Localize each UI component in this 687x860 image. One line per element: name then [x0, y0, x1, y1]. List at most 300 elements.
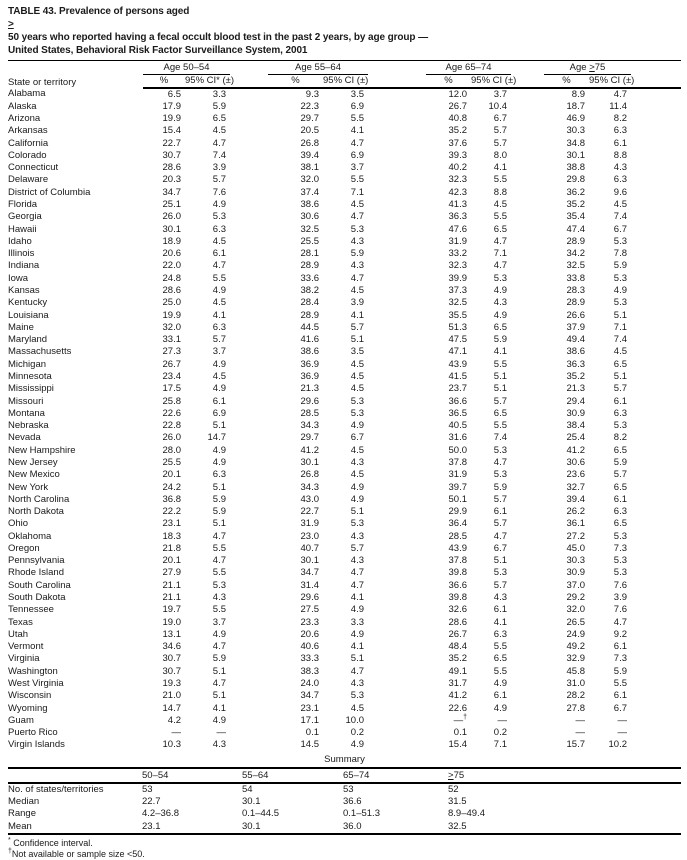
spacer-cell [230, 420, 268, 432]
ci-cell: 4.5 [350, 370, 364, 382]
pct-cell: 23.4 [162, 370, 181, 382]
ci-cell: 7.1 [493, 248, 507, 260]
ci-cell: 6.1 [613, 395, 627, 407]
ci-cell: 6.1 [493, 506, 507, 518]
spacer-cell [230, 138, 268, 150]
pct-cell: 22.2 [162, 506, 181, 518]
pct-cell: 37.8 [448, 456, 467, 468]
pct-cell: 0.1 [305, 727, 319, 739]
spacer-cell [230, 739, 268, 751]
pct-cell: 26.0 [162, 432, 181, 444]
table-row [8, 371, 681, 383]
state-rows [8, 88, 681, 752]
ci-cell: 3.7 [493, 88, 507, 100]
spacer-cell [511, 371, 544, 383]
spacer-cell [368, 138, 426, 150]
pct-cell: 30.7 [162, 665, 181, 677]
table-title-line2: United States, Behavioral Risk Factor Surveillance System, 2001 [8, 45, 308, 56]
table-row [8, 482, 681, 494]
pct-cell: 39.8 [448, 567, 467, 579]
summary-row [8, 783, 681, 796]
pct-cell: 41.5 [448, 370, 467, 382]
ci-cell: 5.3 [493, 469, 507, 481]
state-cell: Delaware [8, 174, 49, 186]
ci-cell: 9.6 [613, 186, 627, 198]
pct-cell: 32.0 [566, 604, 585, 616]
spacer-cell [368, 690, 426, 702]
spacer-cell [511, 396, 544, 408]
spacer-cell [368, 346, 426, 358]
spacer-cell [230, 273, 268, 285]
ci-cell: 4.1 [493, 162, 507, 174]
spacer-cell [368, 666, 426, 678]
ci-cell: 3.3 [350, 616, 364, 628]
spacer-cell [631, 445, 681, 457]
spacer-cell [631, 75, 681, 88]
pct-cell: 36.3 [566, 358, 585, 370]
pct-cell: 44.5 [300, 321, 319, 333]
ci-cell: 4.7 [493, 530, 507, 542]
ci-cell: 4.3 [212, 592, 226, 604]
pct-cell: 22.6 [162, 407, 181, 419]
pct-cell: 27.2 [566, 530, 585, 542]
table-row [8, 248, 681, 260]
state-cell: Utah [8, 628, 29, 640]
ci-cell: 6.7 [493, 113, 507, 125]
pct-cell: 45.0 [566, 542, 585, 554]
ci-cell: 5.3 [613, 272, 627, 284]
ci-cell: 5.1 [212, 420, 226, 432]
ci-cell: 5.9 [350, 248, 364, 260]
pct-cell: 21.1 [162, 579, 181, 591]
pct-cell: 24.8 [162, 272, 181, 284]
ci-cell: — [617, 727, 627, 739]
spacer-cell [230, 408, 268, 420]
pct-cell: 32.5 [448, 297, 467, 309]
ci-cell: 6.9 [212, 407, 226, 419]
ci-cell: 4.7 [613, 616, 627, 628]
spacer-cell [230, 457, 268, 469]
state-cell: Virgin Islands [8, 739, 65, 751]
spacer-cell [230, 310, 268, 322]
table-row [8, 457, 681, 469]
pct-cell: 28.0 [162, 444, 181, 456]
ci-cell: 6.7 [613, 223, 627, 235]
spacer-cell [368, 187, 426, 199]
pct-cell: 41.2 [300, 444, 319, 456]
spacer-cell [230, 199, 268, 211]
spacer-cell [631, 482, 681, 494]
ci-cell: 7.4 [613, 211, 627, 223]
table-row [8, 653, 681, 665]
pct-cell: 29.6 [300, 592, 319, 604]
col-header-ci-4: 95% CI (±) [589, 74, 635, 86]
state-cell: New Jersey [8, 456, 58, 468]
ci-cell: 5.5 [493, 358, 507, 370]
spacer-cell [511, 739, 544, 751]
state-cell: Kansas [8, 285, 40, 296]
spacer-cell [230, 690, 268, 702]
pct-cell: — [575, 727, 585, 739]
state-cell: Massachusetts [8, 346, 72, 358]
pct-cell: 30.6 [300, 211, 319, 223]
pct-cell: 39.4 [300, 149, 319, 161]
state-cell: South Carolina [8, 579, 71, 591]
table-row [8, 604, 681, 616]
pct-cell: 33.8 [566, 272, 585, 284]
pct-cell: 38.6 [566, 346, 585, 358]
spacer-cell [230, 297, 268, 309]
ci-cell: 11.4 [609, 100, 627, 112]
group-label: Age >75 [544, 62, 631, 75]
ci-cell: 5.5 [350, 174, 364, 186]
state-cell: Wisconsin [8, 690, 52, 702]
spacer-cell [631, 310, 681, 322]
summary-value-cell: 4.2–36.8 [142, 808, 179, 820]
spacer-cell [230, 653, 268, 665]
spacer-cell [511, 518, 544, 530]
ci-cell: 4.9 [493, 678, 507, 689]
ci-cell: 10.0 [345, 714, 364, 726]
state-cell: Maryland [8, 334, 48, 346]
pct-cell: 26.5 [566, 616, 585, 628]
pct-cell: 27.3 [162, 346, 181, 358]
spacer-cell [511, 604, 544, 616]
pct-cell: 29.6 [300, 395, 319, 407]
spacer-cell [368, 273, 426, 285]
spacer-cell [631, 653, 681, 665]
ci-cell: 6.1 [613, 641, 627, 653]
ci-cell: 5.7 [493, 125, 507, 137]
pct-cell: 20.3 [162, 174, 181, 186]
ci-cell: 10.4 [488, 100, 507, 112]
spacer-cell [230, 125, 268, 137]
pct-cell: 29.2 [566, 592, 585, 604]
spacer-cell [511, 641, 544, 653]
pct-cell: 32.0 [300, 174, 319, 186]
spacer-cell [631, 396, 681, 408]
pct-cell: 24.9 [566, 628, 585, 640]
spacer-cell [368, 236, 426, 248]
pct-cell: 25.0 [162, 297, 181, 309]
pct-cell: 30.3 [566, 555, 585, 567]
table-row [8, 297, 681, 309]
pct-cell: 36.1 [566, 518, 585, 530]
table-row [8, 273, 681, 285]
spacer-cell [368, 555, 426, 567]
pct-cell: 37.6 [448, 137, 467, 149]
table-row [8, 408, 681, 420]
pct-cell: 10.3 [162, 739, 181, 751]
spacer-cell [368, 531, 426, 543]
ci-cell: 5.1 [350, 653, 364, 665]
spacer-cell [631, 543, 681, 555]
ci-cell: 5.3 [613, 420, 627, 432]
spacer-cell [511, 248, 544, 260]
state-cell: Tennessee [8, 604, 54, 616]
spacer-cell [631, 641, 681, 653]
state-cell: Oregon [8, 542, 40, 554]
table-row [8, 567, 681, 579]
state-cell: Puerto Rico [8, 727, 58, 739]
state-cell: Virginia [8, 653, 40, 665]
pct-cell: 26.8 [300, 469, 319, 481]
summary-value-cell: 53 [142, 783, 153, 795]
pct-cell: 31.0 [566, 678, 585, 689]
spacer-cell [511, 88, 544, 101]
spacer-cell [631, 703, 681, 715]
spacer-cell [230, 248, 268, 260]
pct-cell: 17.9 [162, 100, 181, 112]
spacer-cell [631, 260, 681, 272]
spacer-cell [230, 727, 268, 739]
spacer-cell [511, 666, 544, 678]
table-row [8, 580, 681, 592]
table-row [8, 187, 681, 199]
spacer-cell [511, 690, 544, 702]
state-cell: Wyoming [8, 702, 48, 714]
spacer-cell [511, 653, 544, 665]
pct-cell: 30.9 [566, 407, 585, 419]
pct-cell: 41.2 [448, 690, 467, 702]
ci-cell: 7.1 [613, 321, 627, 333]
pct-cell: 28.9 [566, 297, 585, 309]
ci-cell: 4.7 [493, 235, 507, 247]
spacer-cell [368, 322, 426, 334]
ci-cell: 4.7 [350, 665, 364, 677]
spacer-cell [511, 457, 544, 469]
spacer-cell [230, 236, 268, 248]
table-row [8, 334, 681, 346]
ci-cell: 4.1 [350, 641, 364, 653]
col-group-age-75plus [544, 61, 631, 75]
pct-cell: 22.6 [448, 702, 467, 714]
ci-cell: 4.9 [350, 481, 364, 493]
spacer-cell [368, 199, 426, 211]
ci-cell: 6.1 [613, 690, 627, 702]
pct-cell: 18.9 [162, 235, 181, 247]
spacer-cell [368, 580, 426, 592]
pct-cell: 47.6 [448, 223, 467, 235]
spacer-cell [511, 543, 544, 555]
table-row [8, 678, 681, 690]
pct-cell: 26.7 [162, 358, 181, 370]
table-row [8, 260, 681, 272]
ci-cell: 4.1 [350, 125, 364, 137]
footnote-marker: * [8, 836, 11, 844]
col-header-pct-4: % [544, 75, 589, 88]
ci-cell: 4.1 [350, 592, 364, 604]
pct-cell: 35.2 [448, 125, 467, 137]
pct-cell: — [575, 714, 585, 726]
pct-cell: 20.5 [300, 125, 319, 137]
summary-value-cell: 30.1 [242, 795, 261, 807]
ci-cell: 0.2 [493, 727, 507, 739]
ci-cell: 5.7 [350, 321, 364, 333]
spacer-cell [230, 260, 268, 272]
ci-cell: 4.7 [212, 260, 226, 272]
pct-cell: 14.7 [162, 702, 181, 714]
ci-cell: — [617, 714, 627, 726]
ci-cell: 6.1 [212, 248, 226, 260]
ci-cell: 5.7 [212, 174, 226, 186]
ci-cell: 5.3 [613, 530, 627, 542]
spacer-cell [230, 567, 268, 579]
ci-cell: 4.3 [493, 592, 507, 604]
table-row [8, 359, 681, 371]
spacer-cell [511, 727, 544, 739]
pct-cell: 38.8 [566, 162, 585, 174]
spacer-cell [368, 543, 426, 555]
pct-cell: 17.5 [162, 383, 181, 395]
spacer-cell [230, 150, 268, 162]
ci-cell: 6.7 [350, 432, 364, 444]
state-cell: Kentucky [8, 297, 48, 309]
ci-cell: 4.9 [212, 714, 226, 726]
summary-value-cell: 32.5 [448, 820, 467, 832]
spacer-cell [631, 739, 681, 751]
table-row [8, 224, 681, 236]
table-row [8, 666, 681, 678]
summary-header-row [8, 769, 681, 783]
state-cell: Florida [8, 199, 38, 211]
ci-cell: 4.7 [212, 641, 226, 653]
ci-cell: 5.7 [493, 137, 507, 149]
ci-cell: 5.9 [493, 481, 507, 493]
ci-cell: 3.9 [613, 592, 627, 604]
ci-cell: 6.9 [350, 100, 364, 112]
spacer-cell [368, 592, 426, 604]
ci-cell: 6.1 [493, 604, 507, 616]
summary-value-cell: 52 [448, 783, 459, 795]
spacer-cell [511, 125, 544, 137]
col-group-age-55-64 [268, 61, 368, 75]
table-row [8, 113, 681, 125]
spacer-cell [511, 703, 544, 715]
pct-cell: 25.4 [566, 432, 585, 444]
ci-cell: 0.2 [350, 727, 364, 739]
spacer-cell [631, 469, 681, 481]
spacer-cell [511, 236, 544, 248]
spacer-cell [631, 273, 681, 285]
table-row [8, 629, 681, 641]
table-row [8, 346, 681, 358]
ci-cell: 4.5 [350, 199, 364, 211]
spacer-cell [368, 727, 426, 739]
ci-cell: 4.7 [350, 137, 364, 149]
pct-cell: 32.3 [448, 174, 467, 186]
pct-cell: 38.2 [300, 285, 319, 296]
footnote-text: Confidence interval. [13, 837, 93, 848]
pct-cell: 30.1 [566, 149, 585, 161]
pct-cell: 15.7 [566, 739, 585, 751]
table-title-line1: TABLE 43. Prevalence of persons aged > 50 years who reported having a fecal occult blood test in the past 2 years, by age group — [8, 6, 429, 43]
spacer-cell [631, 408, 681, 420]
pct-cell: 23.0 [300, 530, 319, 542]
ci-cell: 6.5 [212, 113, 226, 125]
pct-cell: 37.0 [566, 579, 585, 591]
spacer-cell [631, 727, 681, 739]
state-cell: Nebraska [8, 420, 49, 432]
state-cell: New Mexico [8, 469, 60, 481]
state-cell: Hawaii [8, 223, 37, 235]
state-cell: Mississippi [8, 383, 54, 395]
spacer-cell [230, 703, 268, 715]
pct-cell: 47.5 [448, 334, 467, 346]
table-row [8, 617, 681, 629]
table-row [8, 174, 681, 186]
spacer-cell [511, 715, 544, 727]
table-row [8, 211, 681, 223]
spacer-cell [631, 199, 681, 211]
spacer-cell [368, 285, 426, 297]
ci-cell: 4.5 [493, 199, 507, 211]
pct-cell: 24.2 [162, 481, 181, 493]
ci-cell: 6.3 [613, 407, 627, 419]
spacer-cell [631, 346, 681, 358]
table-row [8, 445, 681, 457]
spacer-cell [511, 432, 544, 444]
pct-cell: 30.3 [566, 125, 585, 137]
state-cell: Oklahoma [8, 530, 52, 542]
pct-cell: 21.3 [300, 383, 319, 395]
pct-cell: 21.0 [162, 690, 181, 702]
summary-value-cell: 36.0 [343, 820, 362, 832]
pct-cell: 33.3 [300, 653, 319, 665]
ci-cell: 14.7 [207, 432, 226, 444]
pct-cell: 19.7 [162, 604, 181, 616]
ci-cell: 5.1 [212, 518, 226, 530]
spacer-cell [631, 297, 681, 309]
ci-cell: 4.9 [212, 285, 226, 296]
spacer-cell [511, 322, 544, 334]
spacer-cell [631, 150, 681, 162]
ci-cell: 4.5 [613, 199, 627, 211]
pct-cell: 32.7 [566, 481, 585, 493]
spacer-cell [368, 101, 426, 113]
spacer-cell [631, 518, 681, 530]
spacer-cell [511, 469, 544, 481]
ci-cell: 4.3 [212, 739, 226, 751]
ci-cell: 5.7 [350, 542, 364, 554]
ci-cell: 5.9 [212, 493, 226, 505]
ci-cell: 4.3 [350, 260, 364, 272]
summary-value-cell: 54 [242, 783, 253, 795]
ci-cell: 4.9 [493, 285, 507, 296]
pct-cell: 34.8 [566, 137, 585, 149]
spacer-cell [631, 432, 681, 444]
spacer-cell [230, 445, 268, 457]
ci-cell: 6.9 [350, 149, 364, 161]
spacer-cell [511, 260, 544, 272]
spacer-cell [368, 604, 426, 616]
pct-cell: 21.8 [162, 542, 181, 554]
pct-cell: 41.3 [448, 199, 467, 211]
ci-cell: 3.7 [212, 346, 226, 358]
ci-cell: 4.1 [350, 309, 364, 321]
ci-cell: 4.5 [212, 235, 226, 247]
table-row [8, 727, 681, 739]
pct-cell: 37.8 [448, 555, 467, 567]
table-row [8, 592, 681, 604]
pct-cell: 42.3 [448, 186, 467, 198]
state-cell: Washington [8, 665, 58, 677]
pct-cell: 17.1 [300, 714, 319, 726]
spacer-cell [511, 224, 544, 236]
ci-cell: 5.5 [212, 272, 226, 284]
ci-cell: 4.9 [350, 604, 364, 616]
state-cell: Ohio [8, 518, 29, 530]
